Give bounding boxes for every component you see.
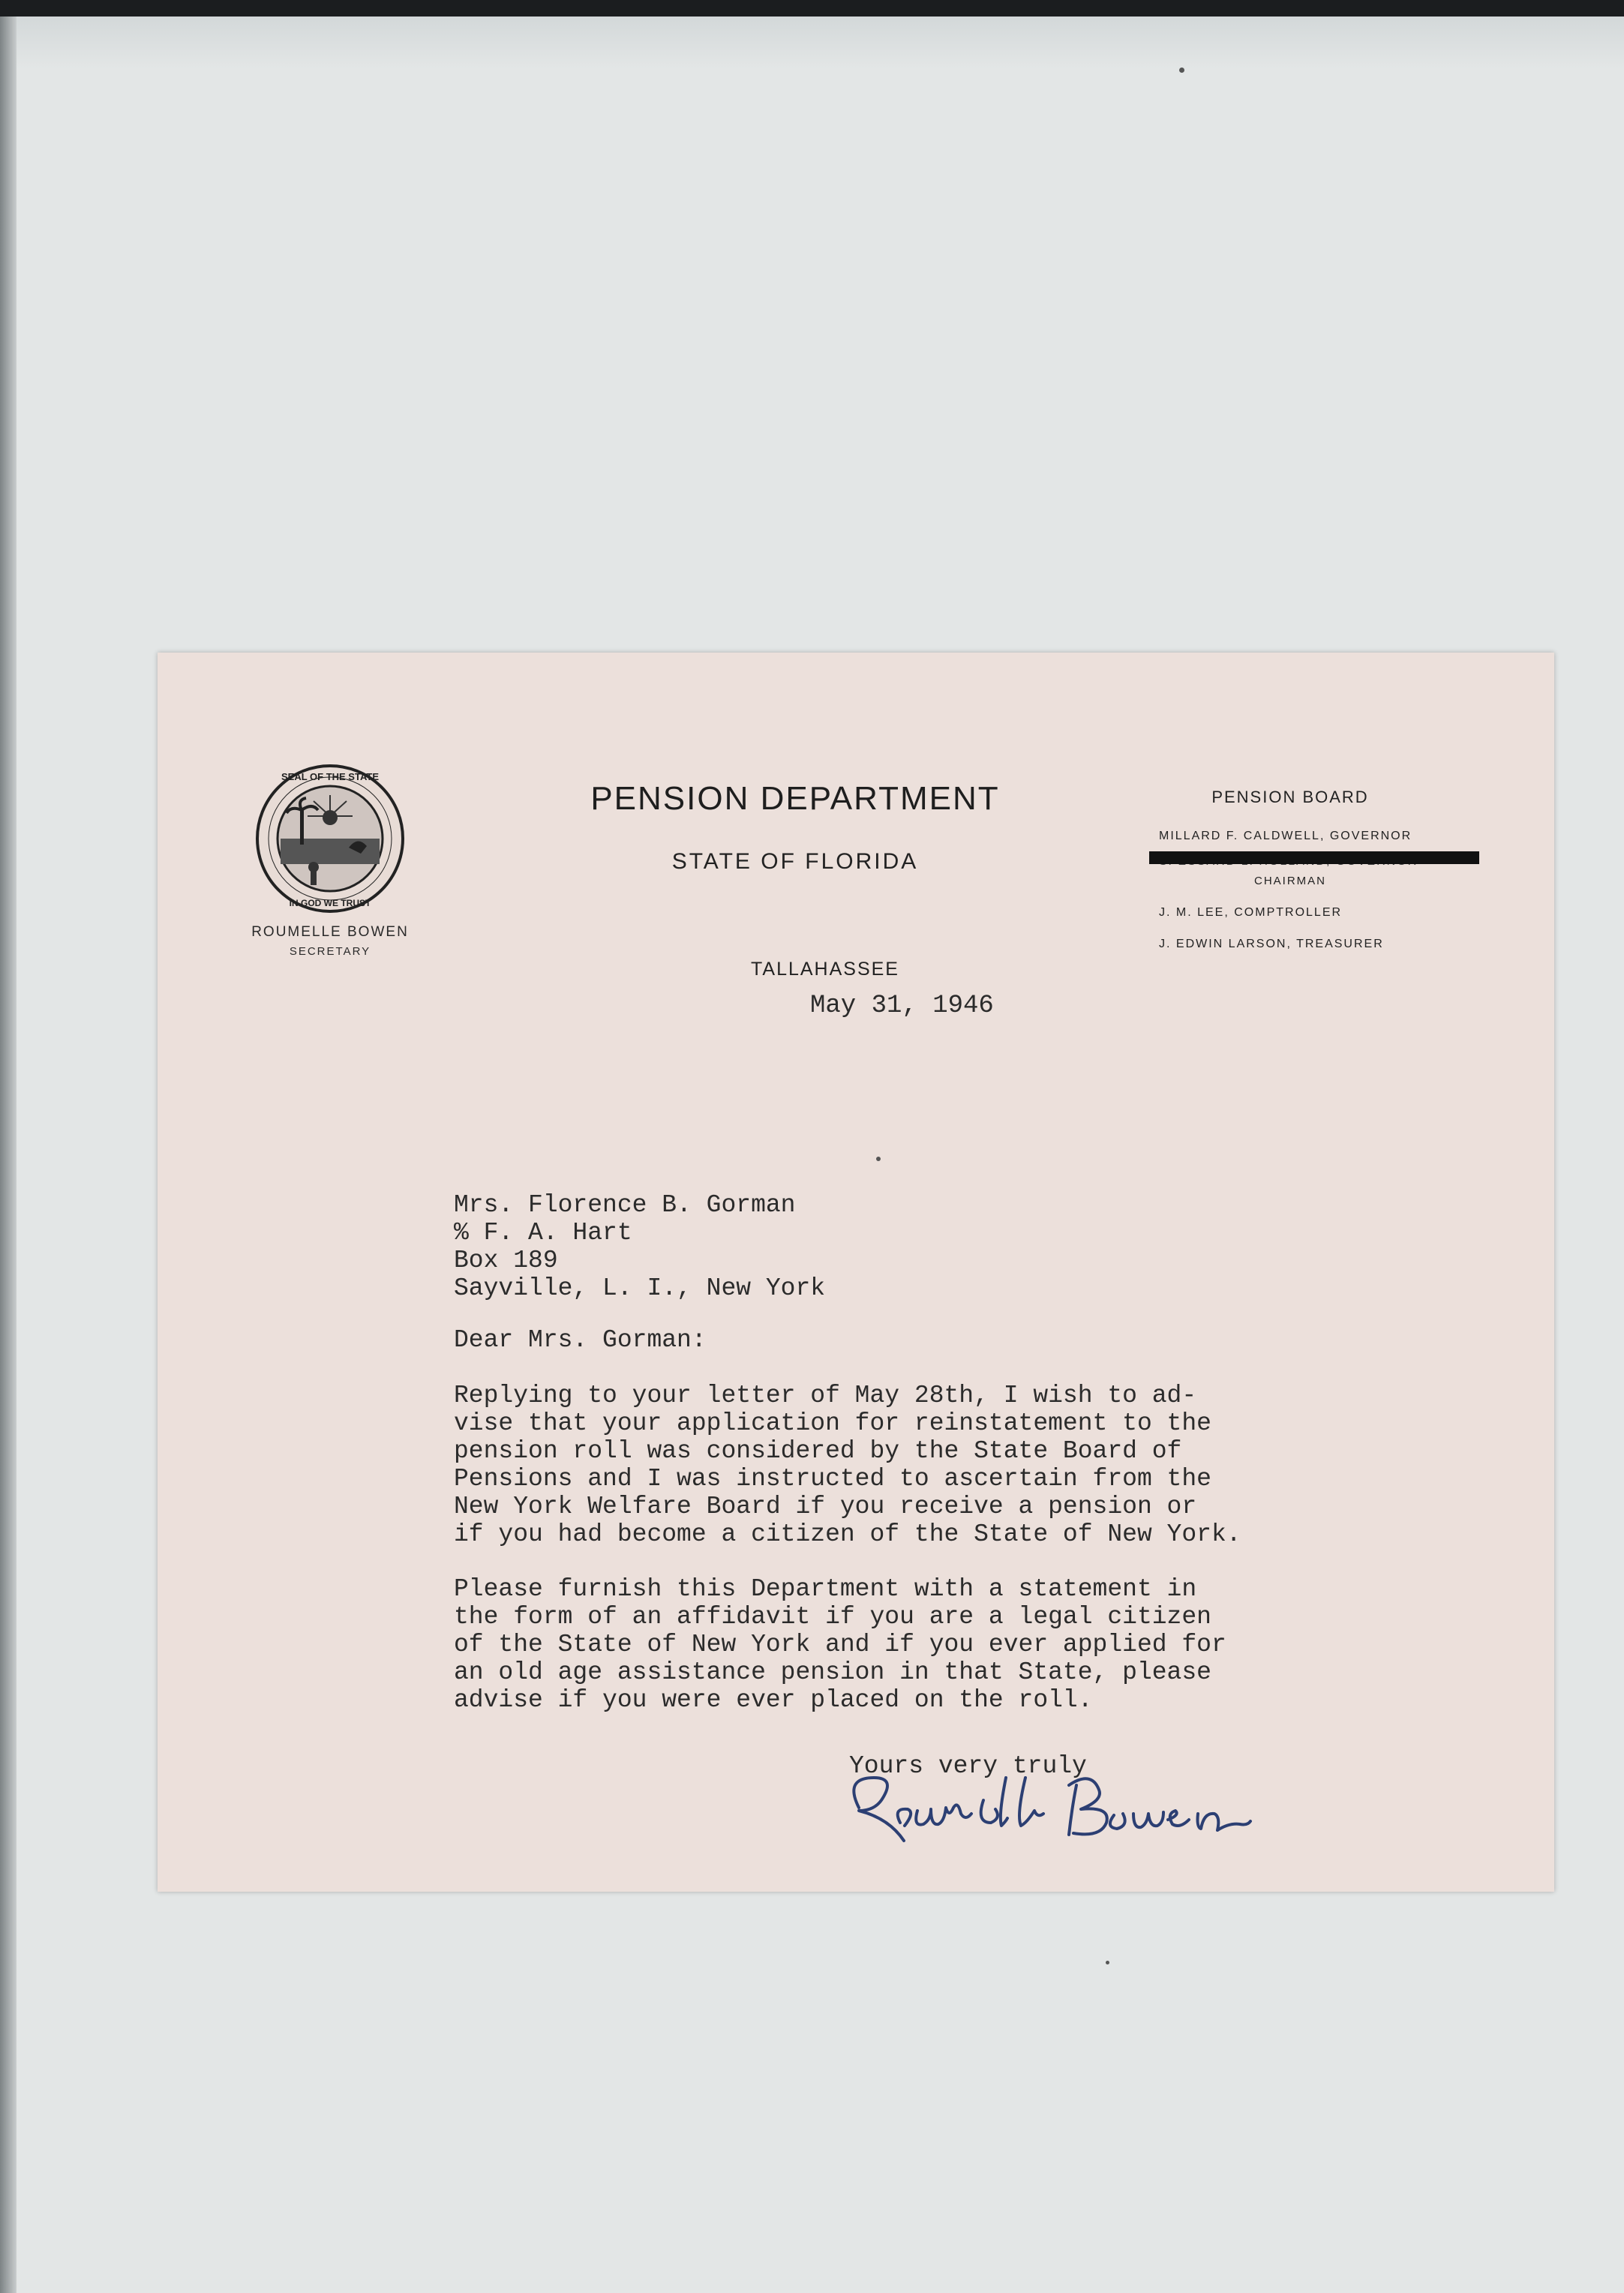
florida-seal-icon [255,764,405,914]
dust-speck [876,1157,881,1161]
recipient-name: Mrs. Florence B. Gorman [454,1191,796,1219]
paragraph-line: New York Welfare Board if you receive a pension or [454,1493,1197,1520]
paragraph-line: Replying to your letter of May 28th, I wish to ad- [454,1382,1197,1409]
redaction-bar [1149,851,1479,864]
scanner-top-edge [0,0,1624,17]
paragraph-line: if you had become a citizen of the State of New York. [454,1520,1241,1548]
paragraph-line: of the State of New York and if you ever applied for [454,1631,1226,1658]
salutation: Dear Mrs. Gorman: [454,1326,707,1354]
secretary-title: SECRETARY [289,945,371,958]
paragraph-line: an old age assistance pension in that State, please [454,1658,1211,1686]
board-comptroller: J. M. LEE, COMPTROLLER [1159,906,1343,919]
paragraph-line: pension roll was considered by the State Board of [454,1437,1182,1465]
recipient-city: Sayville, L. I., New York [454,1274,826,1302]
scanner-left-edge [0,17,17,2293]
paragraph-line: the form of an affidavit if you are a legal citizen [454,1603,1211,1631]
paragraph-line: Please furnish this Department with a statement in [454,1575,1197,1603]
department-title: PENSION DEPARTMENT [590,780,1000,817]
dust-speck [1179,68,1184,73]
body-paragraph-1 [454,1382,1241,1548]
city-name: TALLAHASSEE [750,959,899,980]
board-chairman: CHAIRMAN [1253,875,1326,887]
letter-page [158,653,1554,1892]
letter-date: May 31, 1946 [810,992,994,1020]
body-paragraph-2 [454,1575,1226,1714]
backing-sheet-shadow [17,17,1624,69]
state-title: STATE OF FLORIDA [671,849,919,874]
closing: Yours very truly [849,1752,1087,1780]
board-treasurer: J. EDWIN LARSON, TREASURER [1159,938,1384,950]
board-governor: MILLARD F. CALDWELL, GOVERNOR [1159,830,1412,842]
handwritten-signature [829,1748,1279,1868]
paragraph-line: Pensions and I was instructed to ascertain from the [454,1465,1211,1493]
svg-text:SEAL OF THE STATE: SEAL OF THE STATE [281,771,380,782]
recipient-box: Box 189 [454,1247,558,1274]
recipient-care-of: % F. A. Hart [454,1219,632,1247]
pension-board-heading: PENSION BOARD [1211,788,1369,806]
dust-speck [1106,1961,1109,1964]
paragraph-line: advise if you were ever placed on the roll. [454,1686,1093,1714]
paragraph-line: vise that your application for reinstatement to the [454,1409,1211,1437]
svg-text:IN GOD WE TRUST: IN GOD WE TRUST [289,898,371,908]
secretary-name: ROUMELLE BOWEN [251,924,409,940]
